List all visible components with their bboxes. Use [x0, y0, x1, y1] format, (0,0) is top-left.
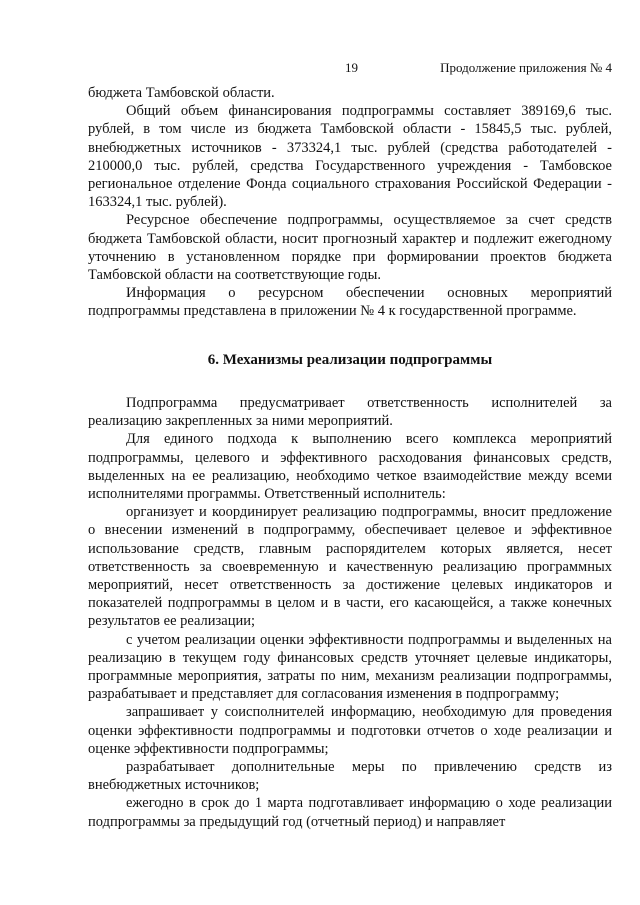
financing-paragraph: Общий объем финансирования подпрограммы составляет 389169,6 тыс. рублей, в том числе из бюджета Тамбовской области - 15845,5 тыс. рублей, внебюджетных источников - 373324,1 тыс. рублей (средства работодателей - 210000,0 тыс. рублей, средства Государственного учреждения - Тамбовское региональное отделение Фонда социального страхования Российской Федерации - 163324,1 тыс. рублей). [88, 103, 612, 211]
paragraph-extra-measures: разрабатывает дополнительные меры по привлечению средств из внебюджетных источников; [88, 759, 612, 794]
section-text-block [88, 394, 612, 831]
section-title: 6. Механизмы реализации подпрограммы [207, 352, 493, 368]
info-reference-paragraph: Информация о ресурсном обеспечении основных мероприятий подпрограммы представлена в приложении № 4 к государственной программе. [88, 285, 612, 320]
paragraph-refines-indicators: с учетом реализации оценки эффективности подпрограммы и выделенных на реализацию в текущем году финансовых средств уточняет целевые индикаторы, программные мероприятия, затраты по ним, механизм реализации подпрограммы, разрабатывает и представляет для согласования изменения в подпрограмму; [88, 631, 612, 703]
intro-text-block [88, 84, 612, 321]
paragraph-annual-report: ежегодно в срок до 1 марта подготавливает информацию о ходе реализации подпрограммы за предыдущий год (отчетный период) и направляет [88, 795, 612, 830]
paragraph-unified-approach: Для единого подхода к выполнению всего комплекса мероприятий подпрограммы, целевого и эффективного расходования финансовых средств, выделенных на ее реализацию, необходимо четкое взаимодействие между всеми исполнителями программы. Ответственный исполнитель: [88, 431, 612, 503]
appendix-continuation-note: Продолжение приложения № 4 [440, 60, 612, 75]
resource-provision-paragraph: Ресурсное обеспечение подпрограммы, осуществляемое за счет средств бюджета Тамбовской области, носит прогнозный характер и подлежит ежегодному уточнению в установленном порядке при формировании проектов бюджета Тамбовской области на соответствующие годы. [88, 212, 612, 284]
page-number: 19 [345, 60, 358, 75]
paragraph-responsibility: Подпрограмма предусматривает ответственность исполнителей за реализацию закрепленных за ними мероприятий. [88, 395, 612, 430]
continuation-paragraph: бюджета Тамбовской области. [88, 85, 275, 101]
paragraph-requests-information: запрашивает у соисполнителей информацию, необходимую для проведения оценки эффективности подпрограммы и подготовки отчетов о ходе реализации и оценке эффективности подпрограммы; [88, 704, 612, 757]
paragraph-organizes: организует и координирует реализацию подпрограммы, вносит предложение о внесении изменений в подпрограмму, обеспечивает целевое и эффективное использование средств, главным распорядителем которых является, несет ответственность за своевременную и качественную реализацию программных мероприятий, несет ответственность за достижение целевых индикаторов и показателей подпрограммы в целом и в части, его касающейся, а также конечных результатов ее реализации; [88, 504, 612, 630]
